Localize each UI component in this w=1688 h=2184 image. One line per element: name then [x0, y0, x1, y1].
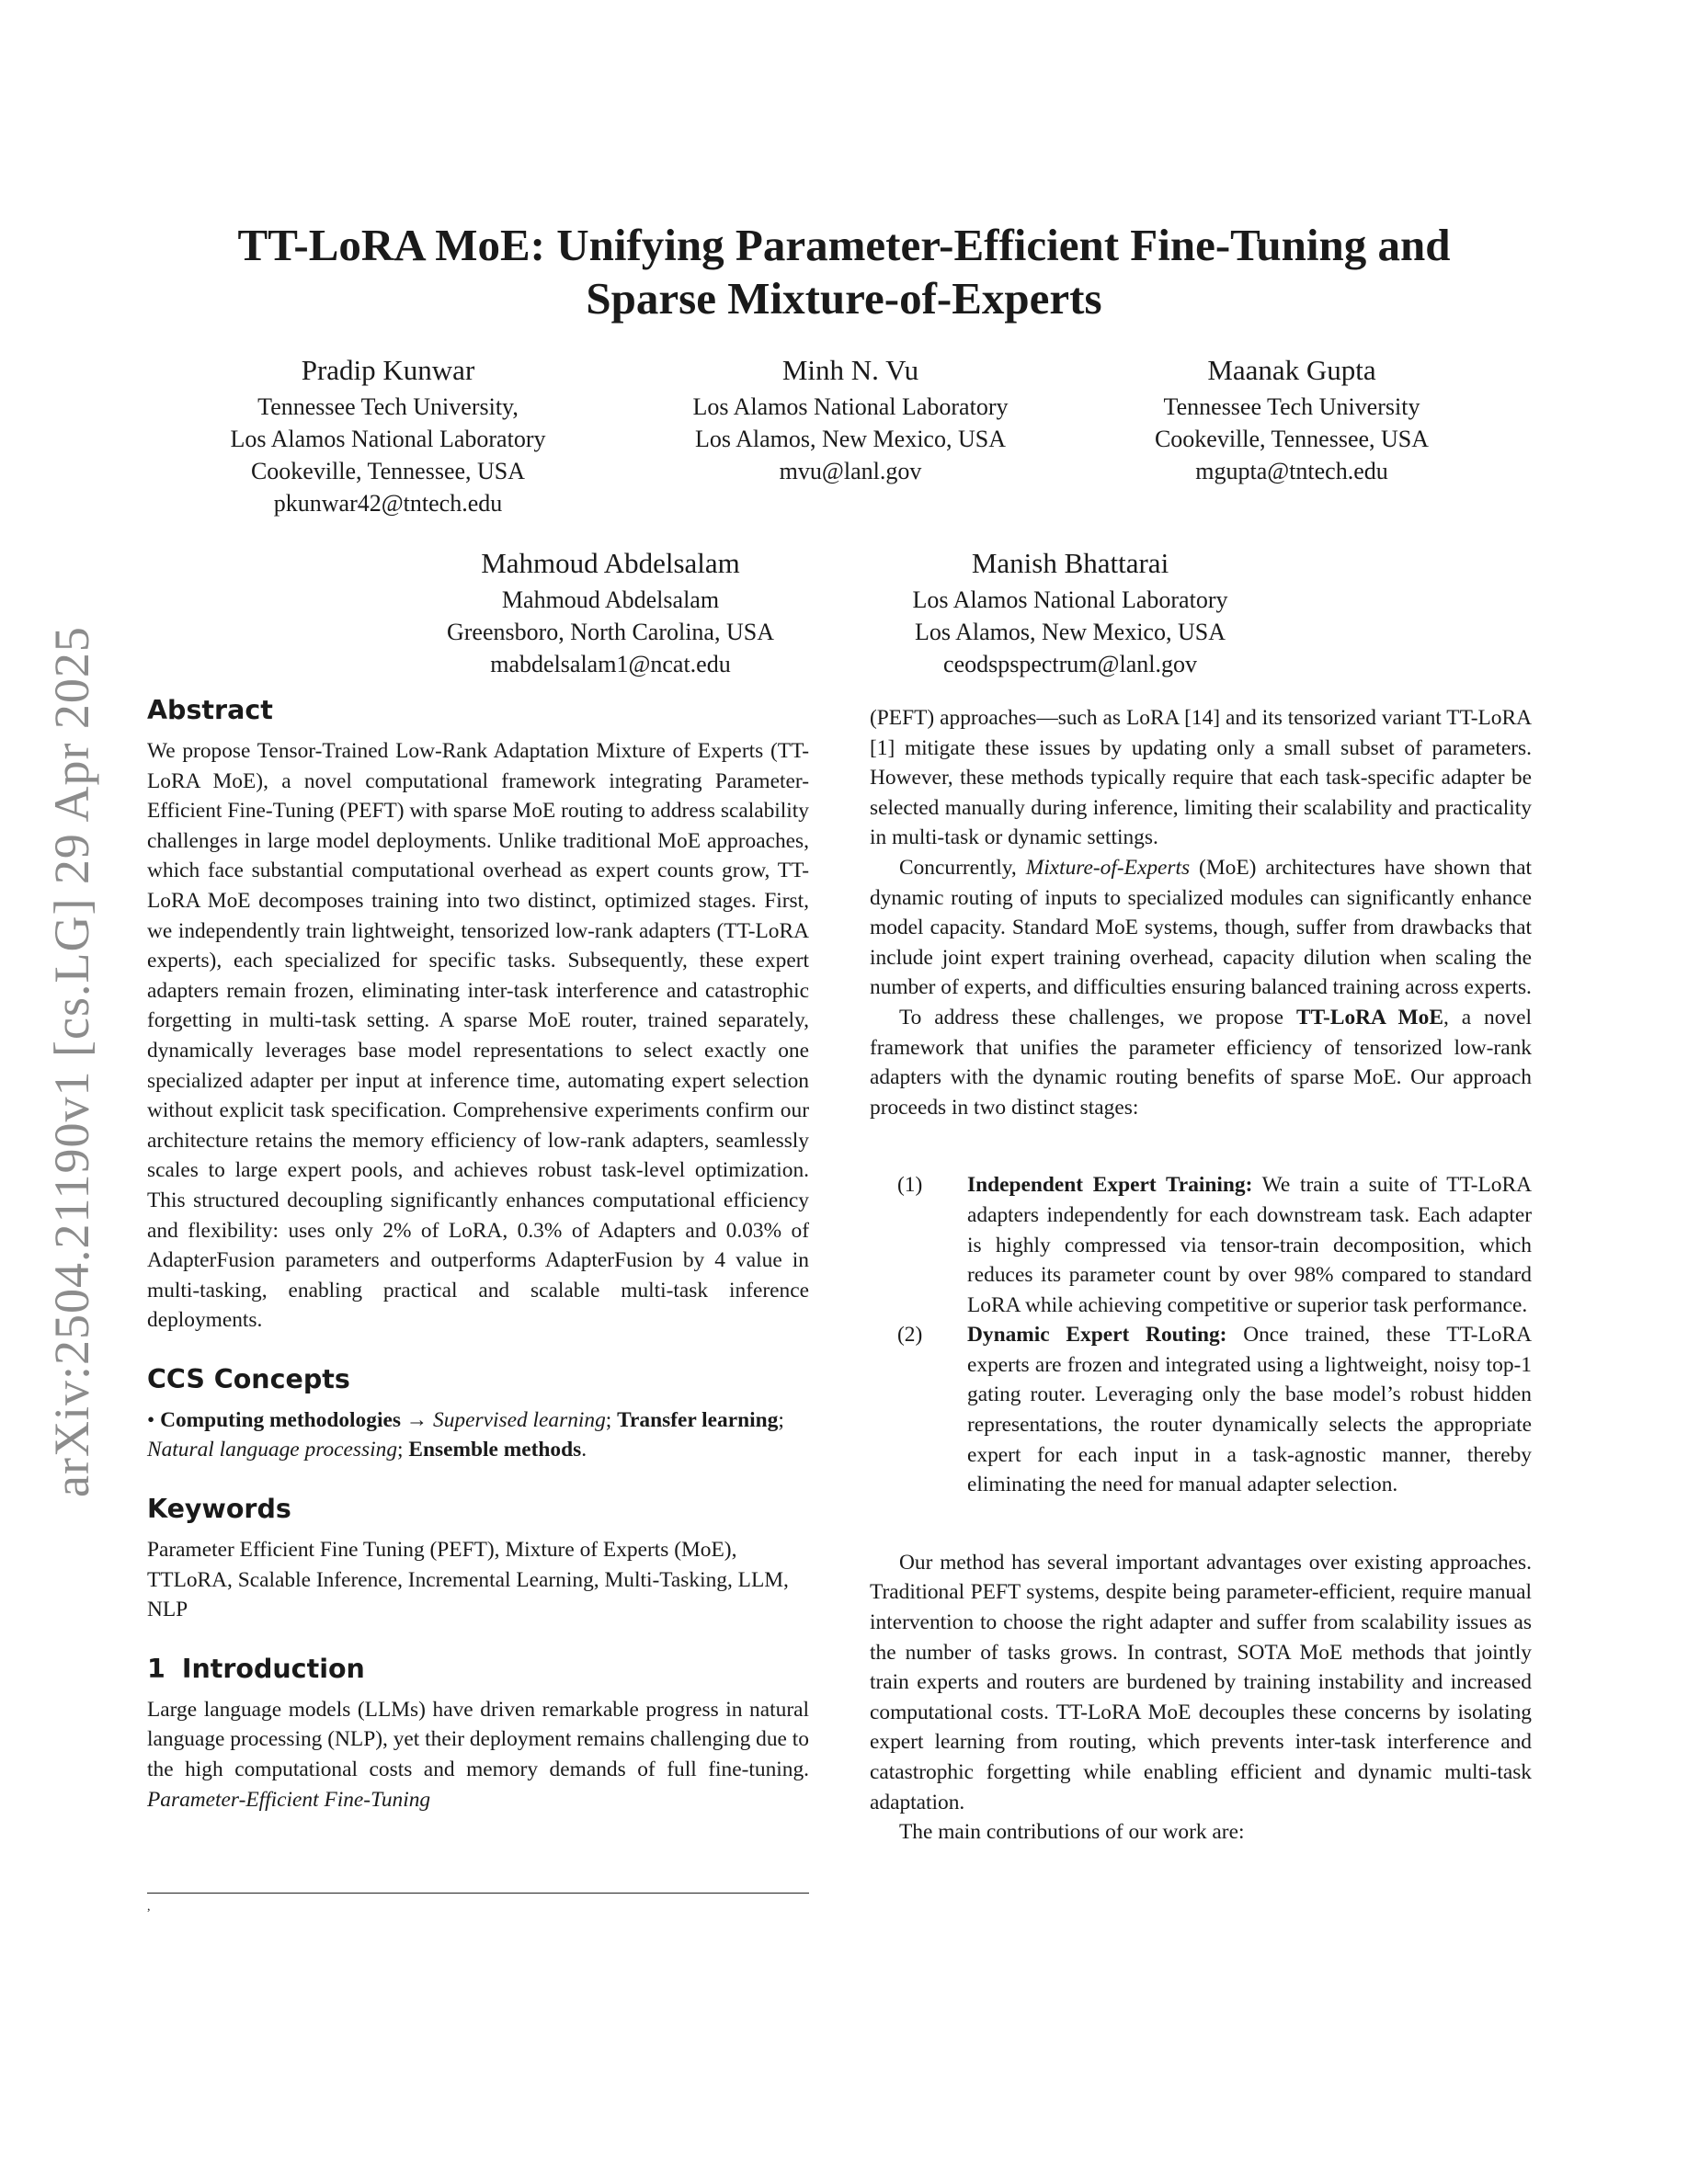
bold-term: TT-LoRA MoE — [1296, 1005, 1443, 1029]
ccs-separator: ; — [778, 1407, 784, 1432]
ccs-arrow: → — [400, 1407, 434, 1432]
introduction-heading — [147, 1653, 809, 1686]
footnote-rule — [147, 1893, 809, 1894]
author-name: Mahmoud Abdelsalam — [481, 547, 740, 579]
author-name: Manish Bhattarai — [971, 547, 1169, 579]
text-run: (MoE) architectures have shown that dynamic routing of inputs to specialized modules can significantly enhance model capacity. Standard MoE systems, though, suffer from drawbacks that include joint expert training overhead, capacity dilution when scaling the number of experts, and difficulties ensuring balanced training across experts. — [870, 855, 1533, 1000]
author-location: Los Alamos, New Mexico, USA — [695, 426, 1006, 452]
keywords-text: Parameter Efficient Fine Tuning (PEFT), Mixture of Experts (MoE), TTLoRA, Scalable Inference, Incremental Learning, Multi-Tasking, LLM, NLP — [147, 1538, 789, 1622]
right-column — [870, 703, 1532, 1848]
text-run: Large language models (LLMs) have driven remarkable progress in natural language processing (NLP), yet their deployment remains challenging due to the high computational costs and memory demands of full fine-tuning. — [147, 1697, 809, 1782]
ccs-concept: Transfer learning — [617, 1407, 779, 1432]
ccs-end: . — [581, 1438, 587, 1462]
author-name: Minh N. Vu — [781, 354, 919, 386]
section-number: 1 — [147, 1653, 165, 1684]
author-email: pkunwar42@tntech.edu — [273, 490, 503, 517]
list-marker: (1) — [897, 1173, 923, 1198]
italic-term: Mixture-of-Experts — [1025, 855, 1191, 880]
introduction-paragraph-1-continued: (PEFT) approaches—such as LoRA [14] and its tensorized variant TT-LoRA [1] mitigate these issues by updating only a small subset of parameters. However, these methods typically require that each task-specific adapter be selected manually during inference, limiting their scalability and practicality in multi-task or dynamic settings. — [870, 706, 1532, 850]
author-block-manish-bhattarai — [831, 545, 1309, 680]
text-run: To address these challenges, we propose — [899, 1005, 1296, 1029]
paper-title-line-1: TT-LoRA MoE: Unifying Parameter-Efficient Fine-Tuning and — [237, 220, 1451, 270]
stages-list — [870, 1170, 1532, 1500]
introduction-paragraph-3 — [870, 1003, 1532, 1122]
ccs-concept: Supervised learning — [433, 1407, 606, 1432]
author-block-minh-vu — [611, 352, 1089, 487]
keywords-heading: Keywords — [147, 1494, 291, 1525]
ccs-separator: ; — [605, 1407, 618, 1432]
arxiv-identifier-stamp: arXiv:2504.21190v1 [cs.LG] 29 Apr 2025 — [44, 626, 99, 1497]
abstract-text: We propose Tensor-Trained Low-Rank Adaptation Mixture of Experts (TT-LoRA MoE), a novel computational framework integrating Parameter-Efficient Fine-Tuning (PEFT) with sparse MoE routing to address scalability challenges in large model deployments. Unlike traditional MoE approaches, which face substantial computational overhead as expert counts grow, TT-LoRA MoE decomposes training into two distinct, optimized stages. First, we independently train lightweight, tensorized low-rank adapters (TT-LoRA experts), each specialized for specific tasks. Subsequently, these expert adapters remain frozen, eliminating inter-task interference and catastrophic forgetting in multi-task setting. A sparse MoE router, trained separately, dynamically leverages base model representations to select exactly one specialized adapter per input at inference time, automating expert selection without explicit task specification. Comprehensive experiments confirm our architecture retains the memory efficiency of low-rank adapters, seamlessly scales to large expert pools, and achieves robust task-level optimization. This structured decoupling significantly enhances computational efficiency and flexibility: uses only 2% of LoRA, 0.3% of Adapters and 0.03% of AdapterFusion parameters and outperforms AdapterFusion by 4 value in multi-tasking, enabling practical and scalable multi-task inference deployments. — [147, 739, 809, 1333]
stage-text: We train a suite of TT-LoRA adapters independently for each downstream task. Each adapter is highly compressed via tensor-train decomposition, which reduces its parameter count by over 98% compared to standard LoRA while achieving competitive or superior task performance. — [967, 1173, 1532, 1317]
author-block-pradip-kunwar — [149, 352, 627, 519]
author-block-maanak-gupta — [1053, 352, 1531, 487]
author-email: mgupta@tntech.edu — [1195, 458, 1388, 484]
introduction-paragraph-1 — [147, 1695, 809, 1814]
ccs-concepts-heading: CCS Concepts — [147, 1363, 350, 1394]
author-email: mabdelsalam1@ncat.edu — [490, 651, 731, 677]
stage-item — [897, 1170, 1532, 1320]
author-email: ceodspspectrum@lanl.gov — [943, 651, 1197, 677]
author-location: Cookeville, Tennessee, USA — [250, 458, 526, 484]
introduction-paragraph-2 — [870, 853, 1532, 1003]
author-affiliation: Los Alamos National Laboratory — [692, 393, 1009, 420]
author-name: Pradip Kunwar — [301, 354, 475, 386]
paper-title — [147, 219, 1541, 325]
ccs-separator: ; — [397, 1438, 409, 1462]
text-run: , a novel framework that unifies the parameter efficiency of tensorized low-rank adapters with the dynamic routing benefits of sparse MoE. Our approach proceeds in two distinct stages: — [870, 1005, 1532, 1120]
author-email: mvu@lanl.gov — [779, 458, 922, 484]
paper-title-line-2: Sparse Mixture-of-Experts — [586, 273, 1102, 324]
author-affiliation: Los Alamos National Laboratory — [912, 586, 1228, 613]
text-run: Concurrently, — [899, 855, 1026, 880]
italic-term: Parameter-Efficient Fine-Tuning — [147, 1787, 431, 1812]
author-location: Cookeville, Tennessee, USA — [1154, 426, 1430, 452]
ccs-concepts-text — [147, 1405, 809, 1465]
author-affiliation: Los Alamos National Laboratory — [230, 426, 546, 452]
ccs-concept: Natural language processing — [147, 1438, 398, 1462]
introduction-paragraph-4: Our method has several important advantages over existing approaches. Traditional PEFT systems, despite being parameter-efficient, require manual intervention to choose the right adapter and suffer from scalability issues as the number of tasks grows. In contrast, SOTA MoE methods that jointly train experts and routers are burdened by training instability and increased computational costs. TT-LoRA MoE decouples these concerns by isolating expert learning from routing, which prevents inter-task interference and catastrophic forgetting while enabling efficient and dynamic multi-task adaptation. — [870, 1550, 1532, 1814]
author-name: Maanak Gupta — [1207, 354, 1376, 386]
author-affiliation: Mahmoud Abdelsalam — [501, 586, 720, 613]
section-title: Introduction — [181, 1653, 365, 1684]
stage-item — [897, 1320, 1532, 1500]
left-column — [147, 694, 809, 1814]
stage-title: Dynamic Expert Routing: — [967, 1323, 1227, 1348]
ccs-concept: Computing methodologies — [160, 1407, 401, 1432]
ccs-concept: Ensemble methods — [408, 1438, 582, 1462]
introduction-paragraph-5: The main contributions of our work are: — [899, 1820, 1245, 1845]
author-affiliation: Tennessee Tech University — [1163, 393, 1420, 420]
stage-text: Once trained, these TT-LoRA experts are frozen and integrated using a lightweight, noisy top-1 gating router. Leveraging only the base model’s robust hidden representations, the router dynamically selects the appropriate expert for each input in a task-agnostic manner, thereby eliminating the need for manual adapter selection. — [967, 1323, 1532, 1497]
footnote-mark: , — [147, 1900, 151, 1914]
stage-title: Independent Expert Training: — [967, 1173, 1253, 1198]
author-block-mahmoud-abdelsalam — [371, 545, 850, 680]
list-marker: (2) — [897, 1323, 923, 1348]
abstract-heading: Abstract — [147, 695, 273, 725]
author-location: Los Alamos, New Mexico, USA — [915, 619, 1226, 645]
author-location: Greensboro, North Carolina, USA — [447, 619, 774, 645]
ccs-bullet: • — [147, 1407, 155, 1432]
author-affiliation: Tennessee Tech University, — [257, 393, 519, 420]
